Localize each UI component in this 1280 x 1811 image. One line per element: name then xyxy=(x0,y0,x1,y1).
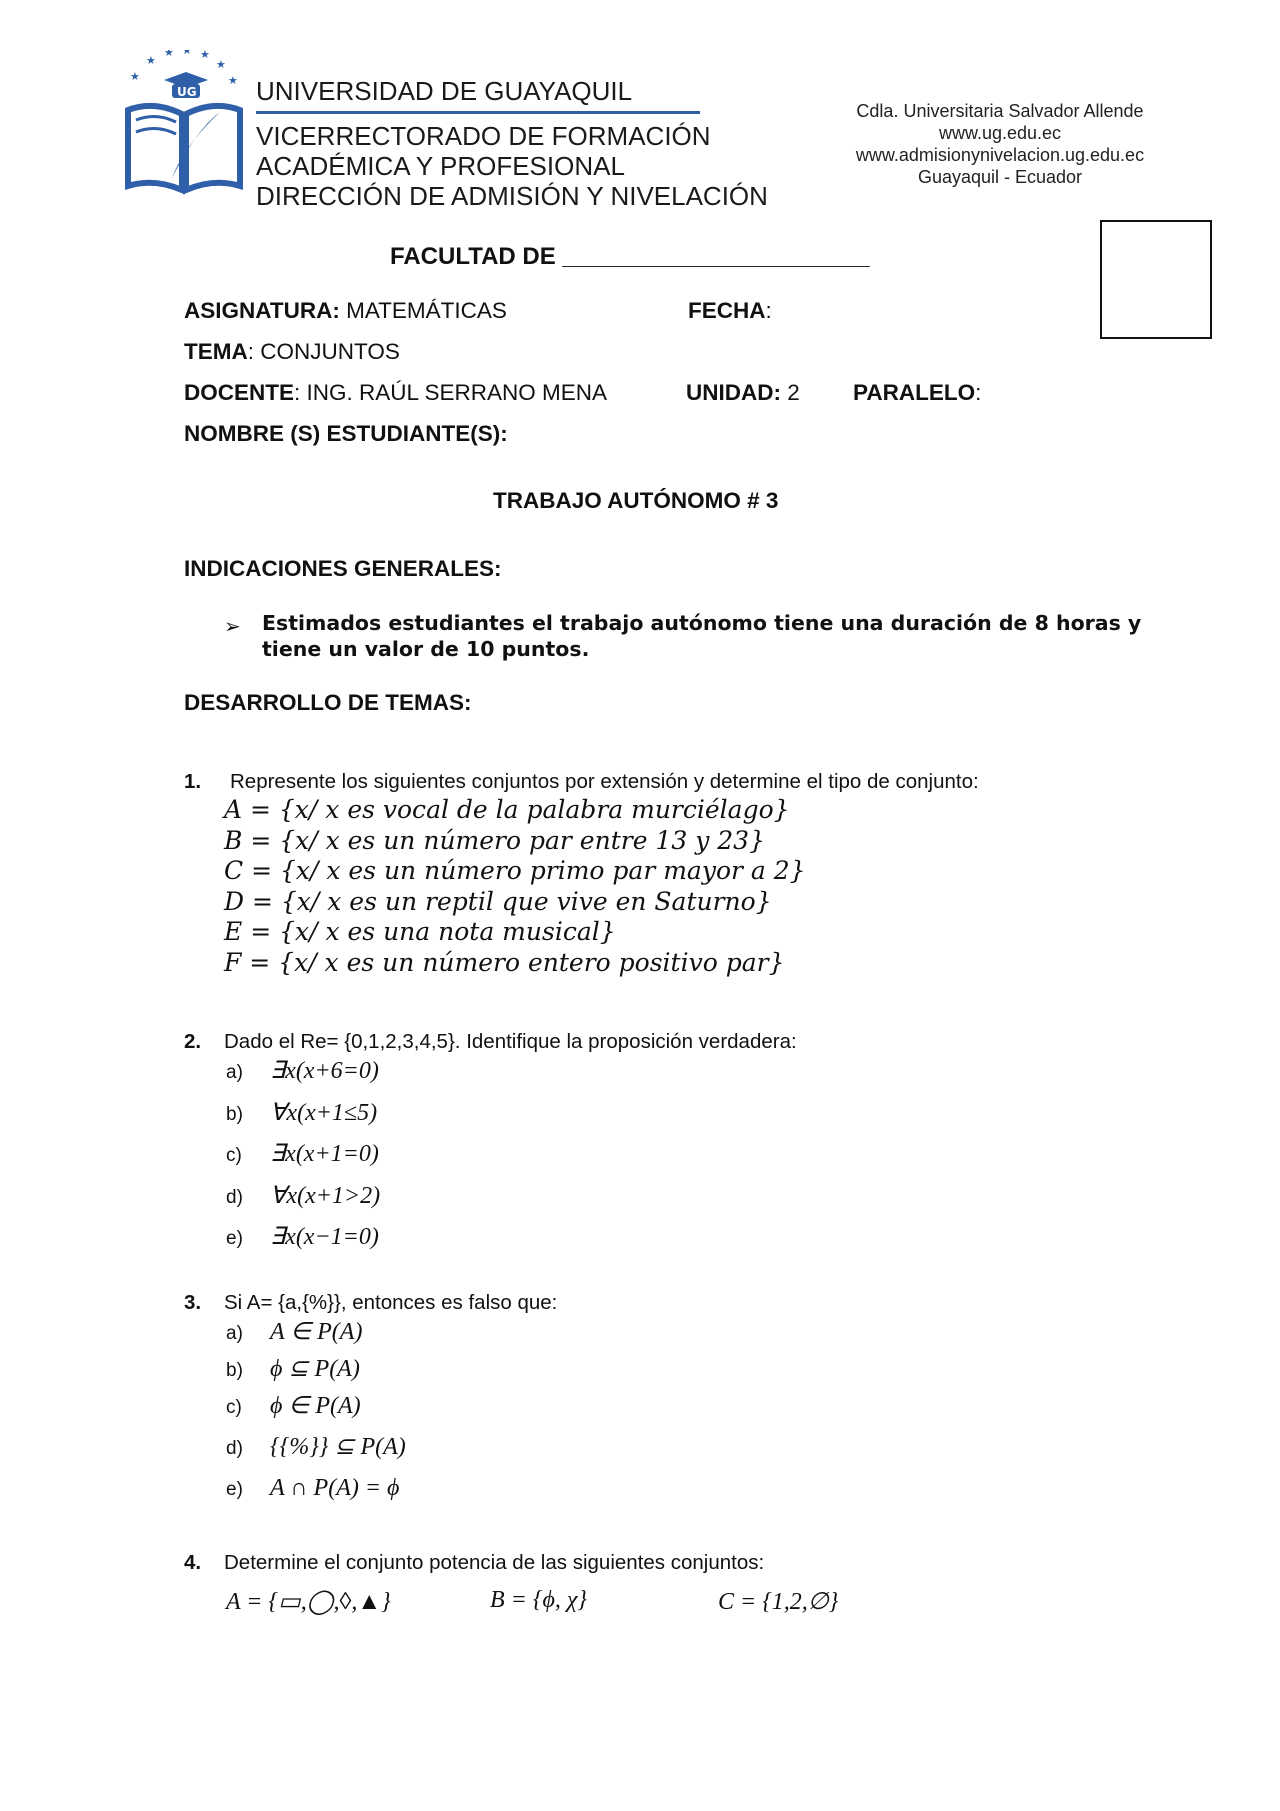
fecha-separator: : xyxy=(765,298,772,323)
tema-value: : CONJUNTOS xyxy=(247,339,400,364)
vicerrectorado-line-1: VICERRECTORADO DE FORMACIÓN xyxy=(256,121,711,151)
option-expression: A ∈ P(A) xyxy=(270,1319,363,1345)
address-block xyxy=(830,100,1170,188)
set-c-symbols: C = {1,2,∅} xyxy=(718,1589,839,1615)
set-definition: B = {x/ x es un número par entre 13 y 23} xyxy=(224,825,765,855)
faculty-line: FACULTAD DE _______________________ xyxy=(390,243,870,270)
question-number: 1. xyxy=(184,770,202,793)
website-ug[interactable]: www.ug.edu.ec xyxy=(938,123,1062,143)
svg-text:★: ★ xyxy=(146,54,156,67)
set-definition: C = {x/ x es un número primo par mayor a 2} xyxy=(224,856,806,885)
address-line: Cdla. Universitaria Salvador Allende xyxy=(856,101,1144,121)
option-label: b) xyxy=(226,1103,243,1125)
option-label: e) xyxy=(226,1228,243,1249)
q1-sets xyxy=(224,795,806,978)
question-text: Represente los siguientes conjuntos por extensión y determine el tipo de conjunto: xyxy=(230,770,979,793)
svg-text:★: ★ xyxy=(130,70,140,83)
q2-options xyxy=(226,1052,380,1260)
option-expression: ∀x(x+1≤5) xyxy=(270,1099,378,1126)
paralelo-separator: : xyxy=(975,380,982,405)
indicaciones-line: tiene un valor de 10 puntos. xyxy=(262,637,590,661)
paralelo-field xyxy=(853,380,981,406)
asignatura-label: ASIGNATURA: xyxy=(184,298,340,323)
q3-options xyxy=(226,1315,406,1508)
grade-box[interactable] xyxy=(1100,220,1212,339)
svg-text:★: ★ xyxy=(216,58,226,71)
option-expression: ∀x(x+1>2) xyxy=(270,1182,381,1209)
option-expression: ∃x(x+1=0) xyxy=(270,1141,379,1167)
svg-text:★: ★ xyxy=(228,74,238,87)
option-expression: ∃x(x−1=0) xyxy=(270,1224,379,1250)
nombre-estudiantes-label: NOMBRE (S) ESTUDIANTE(S): xyxy=(184,421,508,446)
option-label: d) xyxy=(226,1186,243,1208)
set-definition: E = {x/ x es una nota musical} xyxy=(224,917,616,946)
option-a[interactable] xyxy=(226,1315,406,1352)
university-name: UNIVERSIDAD DE GUAYAQUIL xyxy=(256,76,633,106)
set-b-symbols: B = {ϕ, χ} xyxy=(490,1587,588,1613)
vicerrectorado-line-2: ACADÉMICA Y PROFESIONAL xyxy=(256,151,625,181)
option-b[interactable] xyxy=(226,1352,406,1389)
option-e[interactable] xyxy=(226,1218,380,1260)
indicaciones-line: Estimados estudiantes el trabajo autónomo tiene una duración de 8 horas y xyxy=(262,611,1142,635)
tema-label: TEMA xyxy=(184,339,248,364)
question-3 xyxy=(184,1291,557,1315)
header-rule xyxy=(256,111,700,114)
svg-text:★: ★ xyxy=(200,50,210,61)
city-country: Guayaquil - Ecuador xyxy=(917,167,1083,187)
docente-field xyxy=(184,380,607,406)
option-label: a) xyxy=(226,1062,243,1083)
option-e[interactable] xyxy=(226,1471,406,1508)
website-admision[interactable]: www.admisionynivelacion.ug.edu.ec xyxy=(855,145,1145,165)
option-expression: A ∩ P(A) = ϕ xyxy=(270,1475,400,1501)
desarrollo-heading: DESARROLLO DE TEMAS: xyxy=(184,690,472,715)
set-a-symbols: A = {▭,◯,◊,▲} xyxy=(226,1589,391,1615)
question-text: Si A= {a,{%}}, entonces es falso que: xyxy=(224,1291,558,1314)
university-book-quill-icon xyxy=(124,50,244,195)
university-logo xyxy=(124,50,244,195)
tema-field xyxy=(184,339,400,365)
question-text: Determine el conjunto potencia de las siguientes conjuntos: xyxy=(224,1551,765,1574)
question-1 xyxy=(184,770,979,794)
option-d[interactable] xyxy=(226,1430,406,1467)
asignatura-value: MATEMÁTICAS xyxy=(339,298,507,323)
direccion-line: DIRECCIÓN DE ADMISIÓN Y NIVELACIÓN xyxy=(256,181,768,211)
set-definition: A = {x/ x es vocal de la palabra murciélago} xyxy=(224,795,790,824)
fecha-field xyxy=(688,298,772,324)
option-expression: ∃x(x+6=0) xyxy=(270,1058,379,1084)
option-label: c) xyxy=(226,1145,242,1166)
asignatura-field xyxy=(184,298,507,324)
option-label: b) xyxy=(226,1360,243,1381)
question-number: 3. xyxy=(184,1291,202,1314)
docente-label: DOCENTE xyxy=(184,380,295,405)
docente-value: : ING. RAÚL SERRANO MENA xyxy=(294,380,607,405)
svg-text:★: ★ xyxy=(164,50,174,59)
fecha-label: FECHA xyxy=(688,298,766,323)
question-text: Dado el Re= {0,1,2,3,4,5}. Identifique la proposición verdadera: xyxy=(224,1030,797,1053)
arrow-bullet-icon: ➢ xyxy=(224,614,241,638)
question-2 xyxy=(184,1030,797,1054)
question-4 xyxy=(184,1551,764,1575)
question-number: 4. xyxy=(184,1551,202,1574)
option-expression: {{%}} ⊆ P(A) xyxy=(270,1434,406,1460)
set-definition: F = {x/ x es un número entero positivo par} xyxy=(224,947,785,977)
option-label: d) xyxy=(226,1438,243,1459)
option-expression: ϕ ∈ P(A) xyxy=(270,1393,361,1419)
option-b[interactable] xyxy=(226,1094,380,1136)
document-title: TRABAJO AUTÓNOMO # 3 xyxy=(493,488,779,513)
option-label: a) xyxy=(226,1323,243,1344)
option-c[interactable] xyxy=(226,1389,406,1426)
question-number: 2. xyxy=(184,1030,202,1053)
svg-text:UG: UG xyxy=(177,85,197,99)
indicaciones-heading: INDICACIONES GENERALES: xyxy=(184,556,502,581)
set-definition: D = {x/ x es un reptil que vive en Saturno} xyxy=(224,886,772,916)
option-d[interactable] xyxy=(226,1177,380,1219)
unidad-value: 2 xyxy=(781,380,800,405)
indicaciones-bullet xyxy=(262,610,1141,662)
unidad-label: UNIDAD: xyxy=(686,380,781,405)
option-label: c) xyxy=(226,1397,242,1418)
option-expression: ϕ ⊆ P(A) xyxy=(270,1356,360,1382)
option-a[interactable] xyxy=(226,1052,380,1094)
option-c[interactable] xyxy=(226,1135,380,1177)
paralelo-label: PARALELO xyxy=(853,380,976,405)
unidad-field xyxy=(686,380,800,406)
svg-text:★: ★ xyxy=(182,50,192,57)
option-label: e) xyxy=(226,1479,243,1500)
